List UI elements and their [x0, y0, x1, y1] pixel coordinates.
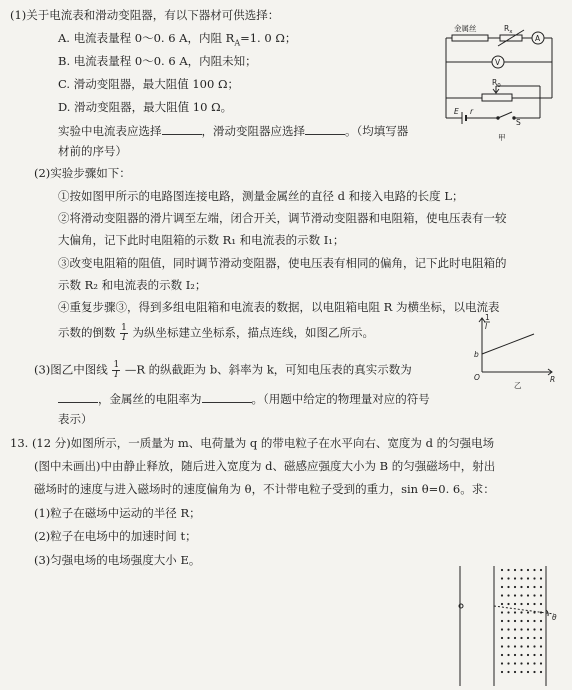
field-dot	[507, 645, 509, 647]
step-4b: 示数的倒数 $\frac{1}{I}$ 为纵坐标建立坐标系，描点连线，如图乙所示。	[58, 323, 375, 343]
field-dot	[540, 586, 542, 588]
option-b: B. 电流表量程 0～0. 6 A，内阻未知；	[58, 54, 257, 68]
field-dot	[520, 586, 522, 588]
rx-label: $R_x$	[504, 24, 513, 35]
field-dot	[527, 594, 529, 596]
field-dot	[514, 586, 516, 588]
field-dot	[533, 637, 535, 639]
field-dot	[501, 577, 503, 579]
field-dot	[527, 662, 529, 664]
field-dot	[527, 603, 529, 605]
field-dot	[540, 611, 542, 613]
field-dot	[514, 671, 516, 673]
field-diagram	[450, 562, 570, 690]
origin-label: O	[474, 373, 480, 382]
field-dot	[501, 637, 503, 639]
field-dot	[527, 586, 529, 588]
option-a: A. 电流表量程 0～0. 6 A，内阻 $R_A=1$. 0 Ω；	[58, 31, 297, 48]
field-dot	[507, 603, 509, 605]
field-dot	[527, 569, 529, 571]
circuit-diagram	[440, 22, 560, 152]
field-dot	[507, 637, 509, 639]
step-3a: ③改变电阻箱的阻值，同时调节滑动变阻器，使电压表有相同的偏角，记下此时电阻箱的	[58, 256, 507, 270]
field-dot	[540, 628, 542, 630]
graph-yi	[468, 312, 558, 392]
field-dot	[520, 577, 522, 579]
field-dot	[520, 637, 522, 639]
field-dot	[520, 662, 522, 664]
field-dot	[533, 671, 535, 673]
step-2b: 大偏角，记下此时电阻箱的示数 R₁ 和电流表的示数 I₁；	[58, 233, 345, 247]
field-dot	[514, 645, 516, 647]
field-dot	[507, 620, 509, 622]
field-dot	[507, 671, 509, 673]
rheostat-label: $R_0$	[492, 78, 501, 89]
x-axis-label: R	[550, 375, 556, 384]
field-dot	[533, 628, 535, 630]
field-dot	[527, 671, 529, 673]
voltmeter-icon: V	[495, 58, 501, 67]
internal-r-label: r	[470, 107, 474, 116]
field-dot	[527, 620, 529, 622]
field-dot	[507, 611, 509, 613]
ammeter-icon: A	[535, 34, 541, 43]
field-dot	[501, 594, 503, 596]
field-dot	[540, 671, 542, 673]
p3-line-1: (3)图乙中图线 $\frac{1}{I}$ —R 的纵截距为 b、斜率为 k，可知电压表的真实示数为	[34, 360, 412, 380]
option-c: C. 滑动变阻器，最大阻值 100 Ω；	[58, 77, 239, 91]
field-dot	[540, 637, 542, 639]
field-dot	[501, 586, 503, 588]
field-dot	[501, 569, 503, 571]
y-axis-num: 1	[485, 313, 490, 322]
emf-label: E	[454, 107, 459, 116]
q13-sub-1: (1)粒子在磁场中运动的半径 R；	[34, 506, 201, 520]
answer-blank-rheostat[interactable]	[305, 122, 345, 135]
fraction-1-over-i: $\frac{1}{I}$	[121, 323, 127, 343]
field-dot	[514, 628, 516, 630]
fig-jia-caption: 甲	[498, 133, 506, 142]
field-dot	[514, 603, 516, 605]
field-dot	[501, 603, 503, 605]
step-2a: ②将滑动变阻器的滑片调至左端，闭合开关，调节滑动变阻器和电阻箱，使电压表有一较	[58, 211, 507, 225]
field-dot	[520, 569, 522, 571]
field-dot	[514, 594, 516, 596]
field-dot	[501, 654, 503, 656]
field-dot	[540, 594, 542, 596]
field-dot	[501, 645, 503, 647]
field-dot	[514, 654, 516, 656]
q13-line-3: 磁场时的速度与进入磁场时的速度偏角为 θ，不计带电粒子受到的重力，sin θ=0. 6。求：	[34, 482, 495, 496]
field-dot	[520, 594, 522, 596]
theta-label: θ	[552, 613, 557, 622]
field-dot	[533, 620, 535, 622]
field-dot	[501, 671, 503, 673]
field-dot	[501, 662, 503, 664]
field-dot	[520, 620, 522, 622]
step-1: ①按如图甲所示的电路图连接电路，测量金属丝的直径 d 和接入电路的长度 L；	[58, 189, 464, 203]
field-dot	[540, 620, 542, 622]
field-dot	[527, 577, 529, 579]
choose-line-2: 材前的序号）	[58, 144, 127, 158]
fraction-1-over-i: $\frac{1}{I}$	[113, 360, 120, 380]
field-dot	[507, 594, 509, 596]
p2-intro: (2)实验步骤如下：	[34, 166, 131, 180]
field-dot	[514, 662, 516, 664]
q13-sub-3: (3)匀强电场的电场强度大小 E。	[34, 553, 201, 567]
y-axis-den: I	[485, 322, 488, 331]
field-dot	[533, 654, 535, 656]
p3-line-2: ，金属丝的电阻率为 。（用题中给定的物理量对应的符号	[58, 390, 430, 407]
field-dot	[507, 662, 509, 664]
step-3b: 示数 R₂ 和电流表的示数 I₂；	[58, 278, 207, 292]
field-dot	[520, 645, 522, 647]
field-dot	[540, 645, 542, 647]
field-dot	[501, 611, 503, 613]
field-dot	[501, 628, 503, 630]
intercept-b: b	[474, 350, 479, 359]
field-dot	[527, 611, 529, 613]
field-dot	[520, 628, 522, 630]
field-dot	[540, 577, 542, 579]
field-dot	[507, 577, 509, 579]
q13-line-2: (图中未画出)中由静止释放，随后进入宽度为 d、磁感应强度大小为 B 的匀强磁场中，射出	[34, 459, 496, 473]
field-dot	[514, 577, 516, 579]
field-dot	[533, 611, 535, 613]
p3-line-3: 表示）	[58, 412, 93, 426]
answer-blank-resistivity[interactable]	[202, 390, 252, 403]
field-dot	[527, 637, 529, 639]
field-dot	[514, 569, 516, 571]
switch-label: S	[516, 118, 521, 127]
field-dot	[533, 577, 535, 579]
field-dot	[540, 603, 542, 605]
magnetic-field-dots	[501, 569, 542, 673]
field-dot	[533, 569, 535, 571]
p1-intro: (1)关于电流表和滑动变阻器，有以下器材可供选择：	[10, 8, 280, 22]
answer-blank-ammeter[interactable]	[162, 122, 202, 135]
field-dot	[507, 654, 509, 656]
field-dot	[501, 620, 503, 622]
step-4a: ④重复步骤③，得到多组电阻箱和电流表的数据，以电阻箱电阻 R 为横坐标，以电流表	[58, 300, 500, 314]
field-dot	[533, 645, 535, 647]
field-dot	[507, 569, 509, 571]
field-dot	[520, 671, 522, 673]
option-d: D. 滑动变阻器，最大阻值 10 Ω。	[58, 100, 233, 114]
field-dot	[527, 645, 529, 647]
fig-yi-caption: 乙	[514, 381, 522, 390]
field-dot	[527, 628, 529, 630]
field-dot	[540, 654, 542, 656]
field-dot	[514, 637, 516, 639]
field-dot	[507, 628, 509, 630]
field-dot	[533, 662, 535, 664]
field-dot	[520, 654, 522, 656]
field-dot	[533, 586, 535, 588]
answer-blank-voltage[interactable]	[58, 390, 98, 403]
choose-line: 实验中电流表应选择 ，滑动变阻器应选择 。（均填写器	[58, 124, 409, 138]
field-dot	[520, 611, 522, 613]
q13-line-1: 13. (12 分)如图所示，一质量为 m、电荷量为 q 的带电粒子在水平向右、宽度为 d 的匀强电场	[10, 436, 495, 450]
q13-sub-2: (2)粒子在电场中的加速时间 t；	[34, 529, 197, 543]
field-dot	[533, 594, 535, 596]
field-dot	[520, 603, 522, 605]
field-dot	[533, 603, 535, 605]
field-dot	[540, 569, 542, 571]
field-dot	[514, 611, 516, 613]
field-dot	[514, 620, 516, 622]
field-dot	[540, 662, 542, 664]
wire-label: 金属丝	[454, 24, 477, 33]
field-dot	[507, 586, 509, 588]
field-dot	[527, 654, 529, 656]
